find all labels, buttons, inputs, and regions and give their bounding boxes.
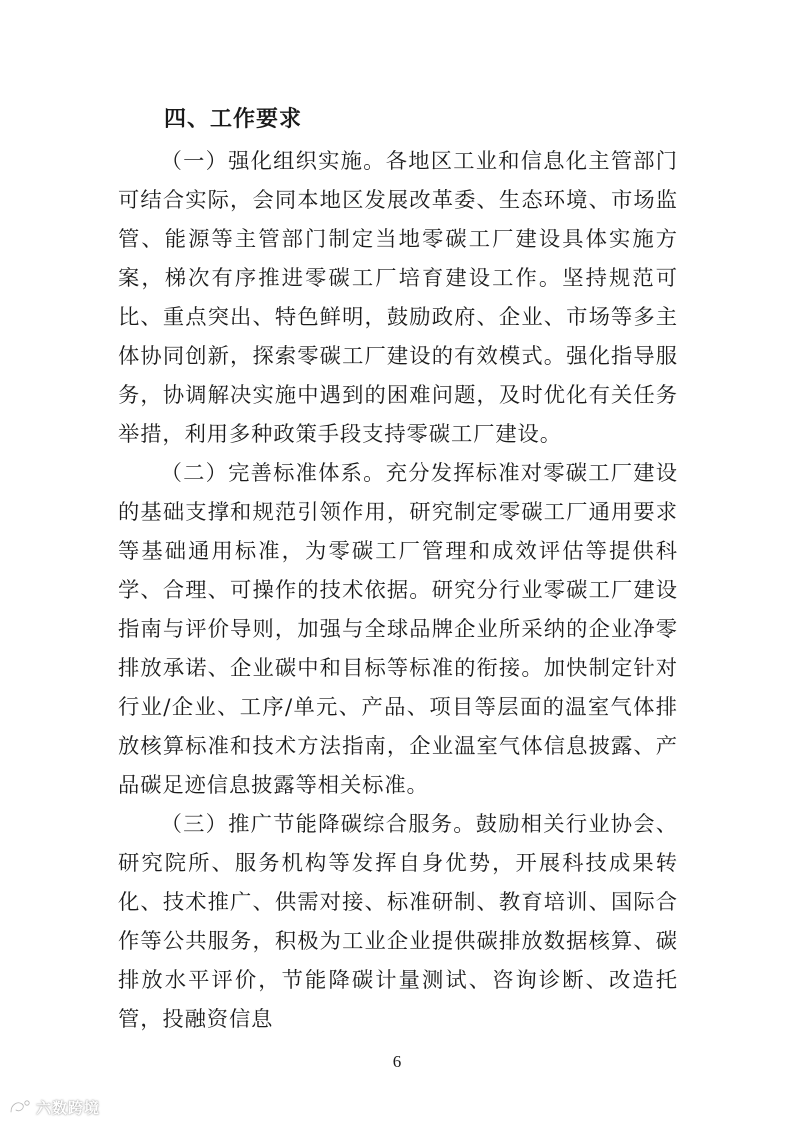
watermark-logo-icon — [8, 1098, 32, 1116]
paragraph-3: （三）推广节能降碳综合服务。鼓励相关行业协会、研究院所、服务机构等发挥自身优势，开展科技成果转化、技术推广、供需对接、标准研制、教育培训、国际合作等公共服务，积极为工业企业提供碳排放数据核算、碳排放水平评价，节能降碳计量测试、咨询诊断、改造托管，投融资信息 — [118, 812, 678, 1032]
paragraph-2: （二）完善标准体系。充分发挥标准对零碳工厂建设的基础支撑和规范引领作用，研究制定零碳工厂通用要求等基础通用标准，为零碳工厂管理和成效评估等提供科学、合理、可操作的技术依据。研究分行业零碳工厂建设指南与评价导则，加强与全球品牌企业所采纳的企业净零排放承诺、企业碳中和目标等标准的衔接。加快制定针对行业/企业、工序/单元、产品、项目等层面的温室气体排放核算标准和技术方法指南，企业温室气体信息披露、产品碳足迹信息披露等相关标准。 — [118, 461, 678, 798]
document-body — [118, 142, 678, 1039]
paragraph-1: （一）强化组织实施。各地区工业和信息化主管部门可结合实际，会同本地区发展改革委、生态环境、市场监管、能源等主管部门制定当地零碳工厂建设具体实施方案，梯次有序推进零碳工厂培育建设工作。坚持规范可比、重点突出、特色鲜明，鼓励政府、企业、市场等多主体协同创新，探索零碳工厂建设的有效模式。强化指导服务，协调解决实施中遇到的困难问题，及时优化有关任务举措，利用多种政策手段支持零碳工厂建设。 — [118, 149, 678, 447]
watermark-text: 六数跨境 — [36, 1098, 101, 1117]
page-number: 6 — [392, 1052, 402, 1071]
section-heading: 四、工作要求 — [164, 107, 303, 132]
watermark — [8, 1096, 100, 1118]
